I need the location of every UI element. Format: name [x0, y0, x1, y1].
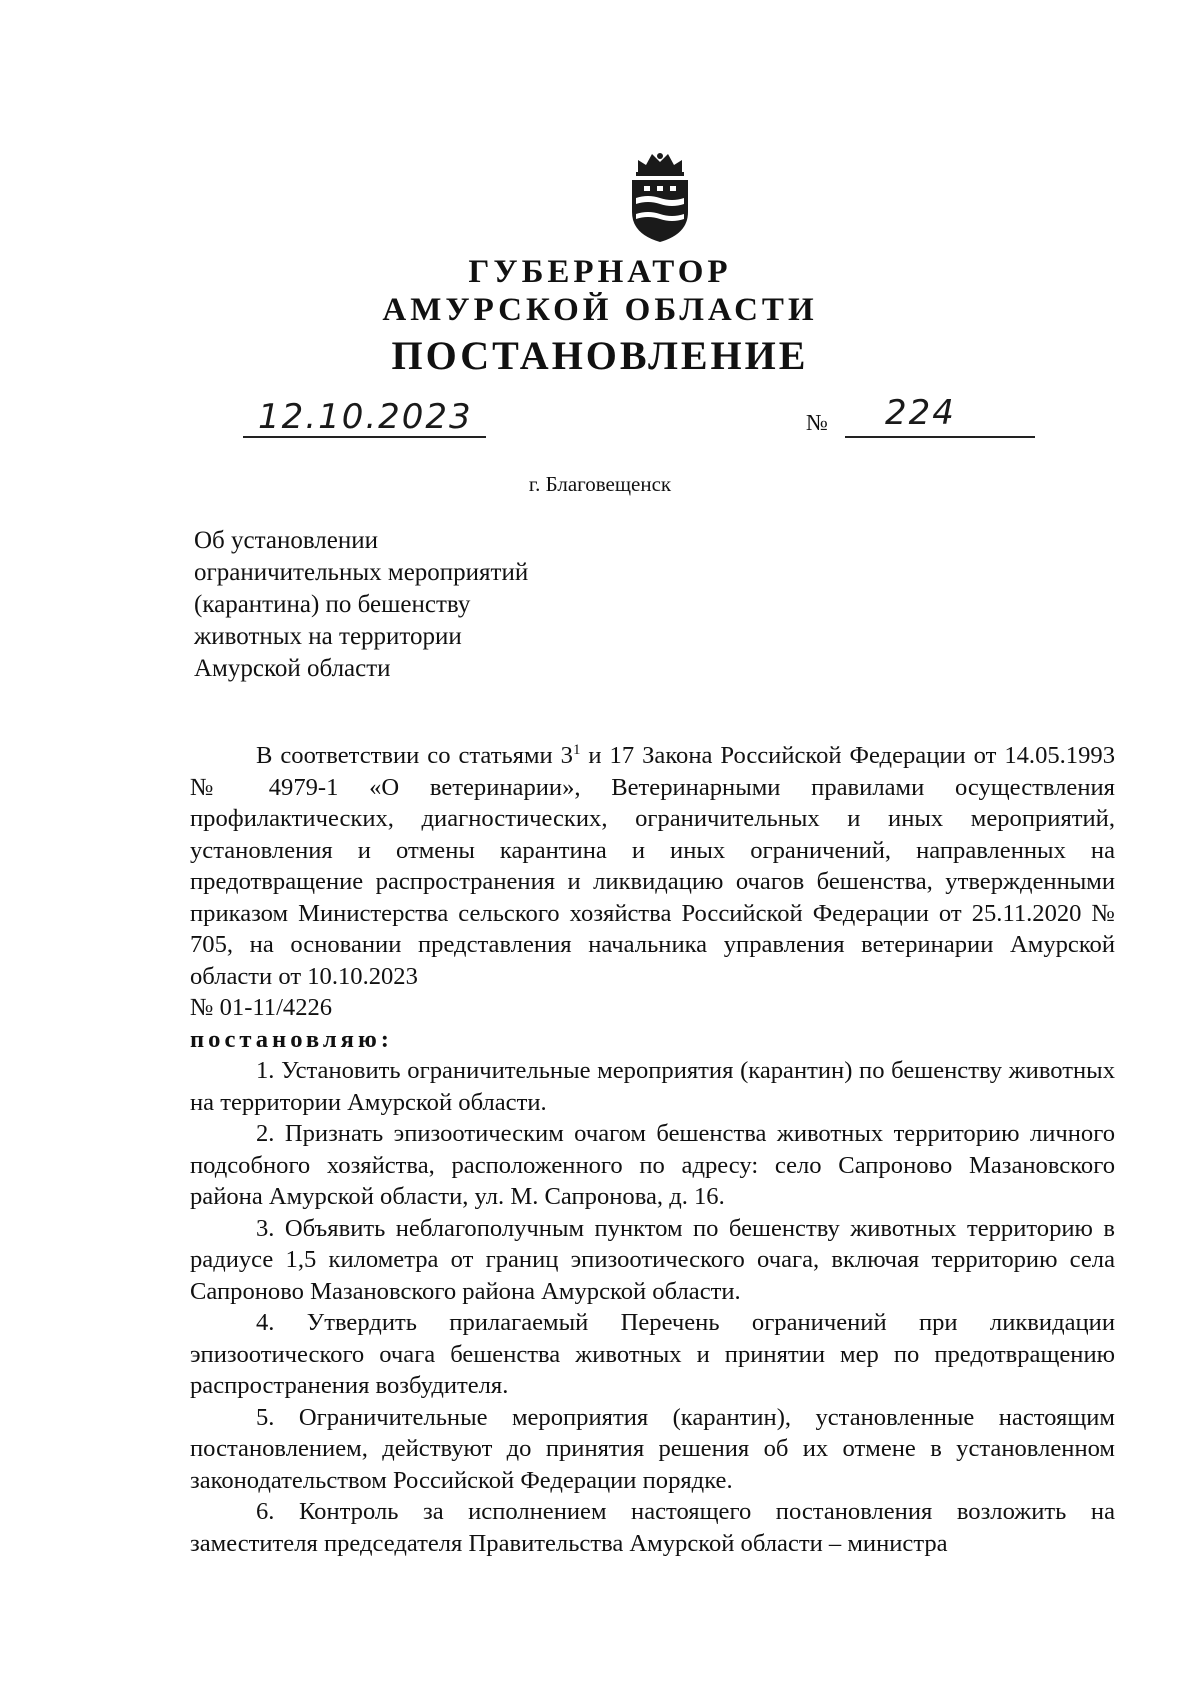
authority-title-line1: ГУБЕРНАТОР	[468, 254, 732, 290]
document-number: 224	[885, 393, 956, 433]
decree-item-6: 6. Контроль за исполнением настоящего постановления возложить на заместителя председателя Правительства Амурской области – министра	[190, 1498, 1115, 1557]
preamble-paragraph	[190, 735, 1115, 992]
subject-line: животных на территории	[194, 623, 462, 650]
decree-item-3: 3. Объявить неблагополучным пунктом по бешенству животных территорию в радиусе 1,5 километра от границ эпизоотического очага, включая территорию села Сапроново Мазановского района Амурской области.	[190, 1214, 1115, 1305]
document-date: 12.10.2023	[258, 397, 473, 437]
subject-line: Амурской области	[194, 655, 391, 682]
subject-line: Об установлении	[194, 527, 379, 554]
subject-line: (карантина) по бешенству	[194, 591, 471, 618]
decree-item-4: 4. Утвердить прилагаемый Перечень ограничений при ликвидации эпизоотического очага бешенства животных и принятии мер по предотвращению распространения возбудителя.	[190, 1309, 1115, 1400]
date-underline	[243, 436, 486, 438]
preamble-text: В соответствии со статьями 3	[256, 742, 573, 770]
document-body	[190, 735, 1115, 1559]
decree-item-1: 1. Установить ограничительные мероприятия (карантин) по бешенству животных на территории Амурской области.	[190, 1057, 1115, 1116]
preamble-reference: № 01-11/4226	[190, 994, 333, 1022]
document-type-title: ПОСТАНОВЛЕНИЕ	[391, 333, 809, 378]
amur-oblast-coat-of-arms-icon	[624, 150, 696, 244]
number-label: №	[806, 410, 828, 435]
document-subject	[194, 525, 528, 685]
authority-title-line2: АМУРСКОЙ ОБЛАСТИ	[382, 292, 818, 328]
decree-item-2: 2. Признать эпизоотическим очагом бешенства животных территорию личного подсобного хозяйства, расположенного по адресу: село Сапроново Мазановского района Амурской области, ул. М. Сапронова, д. 16.	[190, 1120, 1115, 1211]
decree-word: постановляю:	[190, 1025, 393, 1053]
number-underline	[845, 436, 1035, 438]
city-name: г. Благовещенск	[528, 472, 672, 496]
article-superscript: 1	[572, 742, 581, 758]
preamble-text-continued: и 17 Закона Российской Федерации от 14.05.1993 № 4979-1 «О ветеринарии», Ветеринарными правилами осуществления профилактических, диагностических, ограничительных и иных мероприятий, установления и отмены карантина и иных ограничений, направленных на предотвращение распространения и ликвидацию очагов бешенства, утвержденными приказом Министерства сельского хозяйства Российской Федерации от 25.11.2020 № 705, на основании представления начальника управления ветеринарии Амурской области от 10.10.2023	[190, 742, 1115, 990]
subject-line: ограничительных мероприятий	[194, 559, 529, 586]
decree-item-5: 5. Ограничительные мероприятия (карантин), установленные настоящим постановлением, действуют до принятия решения об их отмене в установленном законодательством Российской Федерации порядке.	[190, 1403, 1115, 1494]
